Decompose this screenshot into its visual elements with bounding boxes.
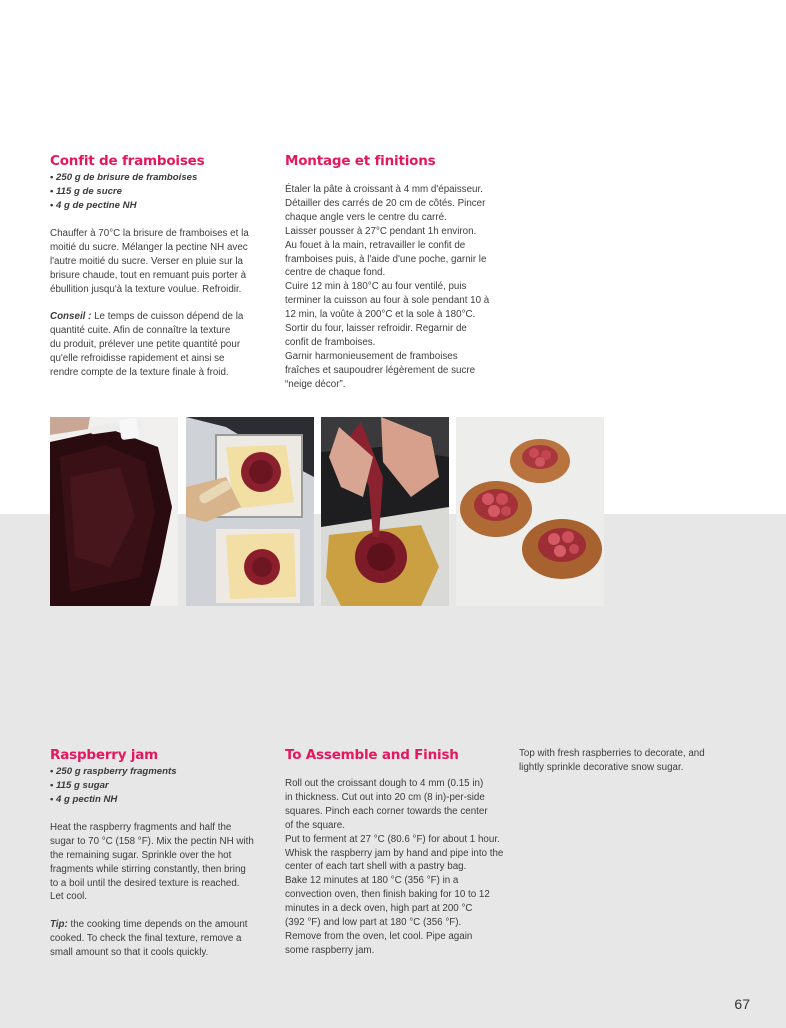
ingredient-item: • 115 g sugar <box>50 779 275 793</box>
text-line: confit de framboises. <box>285 336 376 348</box>
ingredient-item: • 115 g de sucre <box>50 185 275 199</box>
english-assemble-heading: To Assemble and Finish <box>285 747 459 763</box>
tip-line: du produit, prélever une petite quantité pour <box>50 339 241 351</box>
english-assemble-section <box>285 747 513 958</box>
text-line: some raspberry jam. <box>285 944 375 956</box>
text-line: “neige décor”. <box>285 378 346 390</box>
method-line: to a boil until the desired texture is reached. <box>50 877 240 889</box>
method-line: moitié du sucre. Mélanger la pectine NH avec <box>50 241 248 253</box>
ingredient-item: • 4 g de pectine NH <box>50 199 275 213</box>
text-line: Cuire 12 min à 180°C au four ventilé, puis <box>285 281 467 293</box>
text-line: squares. Pinch each corner towards the center <box>285 805 488 817</box>
text-line: center of each tart shell with a pastry bag. <box>285 861 467 873</box>
method-line: the remaining sugar. Sprinkle over the hot <box>50 849 232 861</box>
text-line: terminer la cuisson au four à sole pendant 10 à <box>285 295 490 307</box>
page-number: 67 <box>734 996 750 1012</box>
text-line: Put to ferment at 27 °C (80.6 °F) for about 1 hour. <box>285 833 500 845</box>
tip-text: the cooking time depends on the amount <box>67 919 248 931</box>
text-line: convection oven, then finish baking for 10 to 12 <box>285 889 490 901</box>
tip-line <box>50 918 275 932</box>
method-line: Heat the raspberry fragments and half the <box>50 821 232 833</box>
text-line: Laisser pousser à 27°C pendant 1h environ. <box>285 225 477 237</box>
text-line: Au fouet à la main, retravailler le confit de <box>285 239 466 251</box>
text-line: Roll out the croissant dough to 4 mm (0.15 in) <box>285 778 484 789</box>
french-assemble-heading: Montage et finitions <box>285 153 436 169</box>
method-line: ébullition jusqu'à la texture voulue. Refroidir. <box>50 283 242 295</box>
english-jam-heading: Raspberry jam <box>50 747 159 763</box>
tip-line: quantité cuite. Afin de connaître la texture <box>50 325 231 337</box>
french-assemble-section <box>285 153 513 392</box>
french-jam-section <box>50 153 275 380</box>
text-line: (392 °F) and low part at 180 °C (356 °F). <box>285 917 462 929</box>
text-line: framboises puis, à l'aide d'une poche, garnir le <box>285 253 487 265</box>
english-jam-method <box>50 821 275 904</box>
french-jam-tip <box>50 310 275 380</box>
method-line: Let cool. <box>50 891 88 903</box>
english-jam-tip <box>50 918 275 960</box>
tip-line: small amount so that it cools quickly. <box>50 947 209 959</box>
text-line: Sortir du four, laisser refroidir. Regarnir de <box>285 323 467 335</box>
piping-jam-photo <box>321 417 449 606</box>
tip-label: Conseil : <box>50 311 92 323</box>
text-line: chaque angle vers le centre du carré. <box>285 211 447 223</box>
method-line: Chauffer à 70°C la brisure de framboises et la <box>50 227 249 239</box>
method-line: fragments while stirring constantly, then bring <box>50 863 246 875</box>
english-assemble-text <box>285 777 513 958</box>
text-line: Détailler des carrés de 20 cm de côtés. Pincer <box>285 197 486 209</box>
text-line: Étaler la pâte à croissant à 4 mm d'épaisseur. <box>285 184 483 195</box>
folding-pastry-photo <box>186 417 314 606</box>
english-finish-note <box>519 747 759 775</box>
text-line: Top with fresh raspberries to decorate, and <box>519 748 705 759</box>
french-jam-method <box>50 227 275 297</box>
tip-line: cooked. To check the final texture, remove a <box>50 933 242 945</box>
text-line: centre de chaque fond. <box>285 267 386 279</box>
tip-line: qu'elle refroidisse rapidement et ainsi se <box>50 353 225 365</box>
method-line: brisure chaude, tout en remuant puis porter à <box>50 269 247 281</box>
text-line: Whisk the raspberry jam by hand and pipe into the <box>285 847 504 859</box>
text-line: in thickness. Cut out into 20 cm (8 in)-per-side <box>285 791 485 803</box>
text-line: Remove from the oven, let cool. Pipe again <box>285 930 473 942</box>
spreading-jam-photo <box>50 417 178 606</box>
method-line: l'autre moitié du sucre. Verser en pluie sur la <box>50 255 244 267</box>
method-line: sugar to 70 °C (158 °F). Mix the pectin NH with <box>50 835 254 847</box>
text-line: Garnir harmonieusement de framboises <box>285 350 458 362</box>
french-assemble-text <box>285 183 513 392</box>
finished-pastries-photo <box>456 417 604 606</box>
text-line: lightly sprinkle decorative snow sugar. <box>519 761 684 773</box>
english-jam-ingredients <box>50 765 275 807</box>
french-jam-heading: Confit de framboises <box>50 153 205 169</box>
text-line: fraîches et saupoudrer légèrement de sucre <box>285 364 476 376</box>
english-jam-section <box>50 747 275 960</box>
tip-line: rendre compte de la texture finale à froid. <box>50 366 229 378</box>
ingredient-item: • 250 g de brisure de framboises <box>50 171 275 185</box>
french-jam-ingredients <box>50 171 275 213</box>
tip-text: Le temps de cuisson dépend de la <box>91 311 244 323</box>
text-line: of the square. <box>285 819 345 831</box>
text-line: 12 min, la voûte à 200°C et la sole à 180°C. <box>285 309 476 321</box>
text-line: Bake 12 minutes at 180 °C (356 °F) in a <box>285 875 459 887</box>
tip-label: Tip: <box>50 919 68 931</box>
ingredient-item: • 4 g pectin NH <box>50 793 275 807</box>
tip-line <box>50 310 275 324</box>
ingredient-item: • 250 g raspberry fragments <box>50 765 275 779</box>
text-line: minutes in a deck oven, high part at 200 °C <box>285 903 473 915</box>
